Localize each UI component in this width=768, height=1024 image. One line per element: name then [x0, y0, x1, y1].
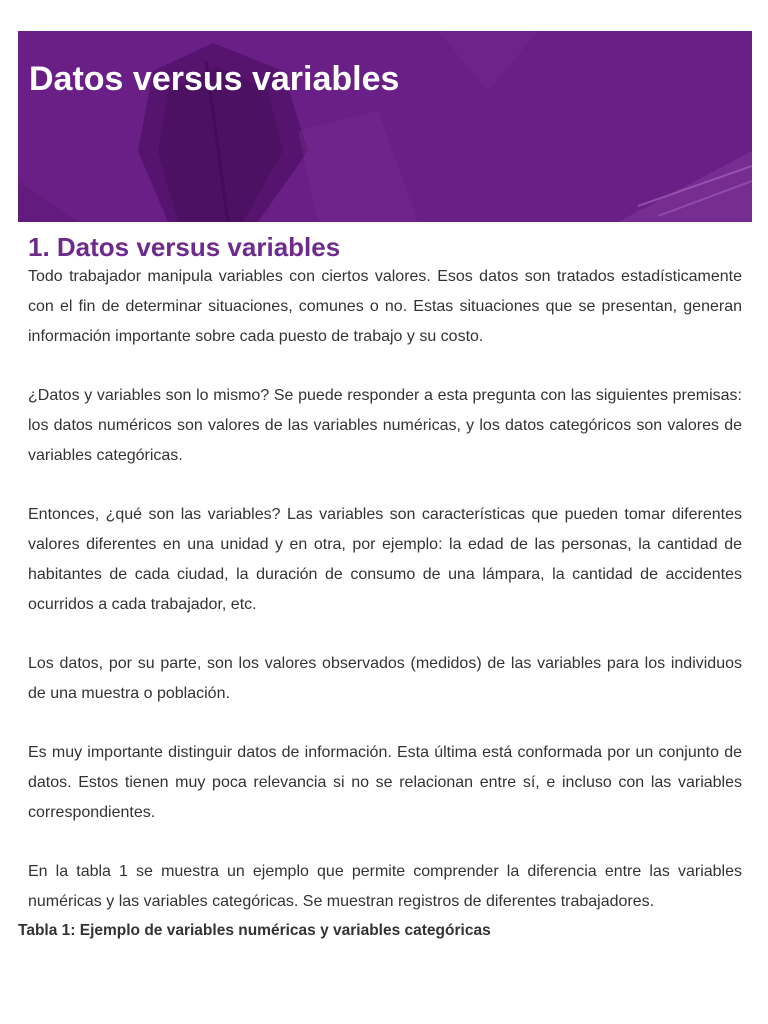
page-title: Datos versus variables: [29, 60, 400, 98]
section-body: [28, 262, 742, 917]
paragraph: En la tabla 1 se muestra un ejemplo que permite comprender la diferencia entre las variables numéricas y las variables categóricas. Se muestran registros de diferentes trabajadores.: [28, 863, 742, 910]
table-caption: Tabla 1: Ejemplo de variables numéricas y variables categóricas: [18, 922, 491, 939]
paragraph: Entonces, ¿qué son las variables? Las variables son características que pueden tomar diferentes valores diferentes en una unidad y en otra, por ejemplo: la edad de las personas, la cantidad de habitantes de cada ciudad, la duración de consumo de una lámpara, la cantidad de accidentes ocurridos a cada trabajador, etc.: [28, 506, 742, 613]
paragraph: Es muy importante distinguir datos de información. Esta última está conformada por un conjunto de datos. Estos tienen muy poca relevancia si no se relacionan entre sí, e incluso con las variables correspondientes.: [28, 744, 742, 821]
header-banner: [18, 31, 752, 222]
paragraph: Los datos, por su parte, son los valores observados (medidos) de las variables para los individuos de una muestra o población.: [28, 655, 742, 702]
paragraph: ¿Datos y variables son lo mismo? Se puede responder a esta pregunta con las siguientes premisas: los datos numéricos son valores de las variables numéricas, y los datos categóricos son valores de variables categóricas.: [28, 387, 742, 464]
paragraph: Todo trabajador manipula variables con ciertos valores. Esos datos son tratados estadísticamente con el fin de determinar situaciones, comunes o no. Estas situaciones que se presentan, generan información importante sobre cada puesto de trabajo y su costo.: [28, 268, 742, 345]
section-heading: 1. Datos versus variables: [28, 232, 341, 262]
